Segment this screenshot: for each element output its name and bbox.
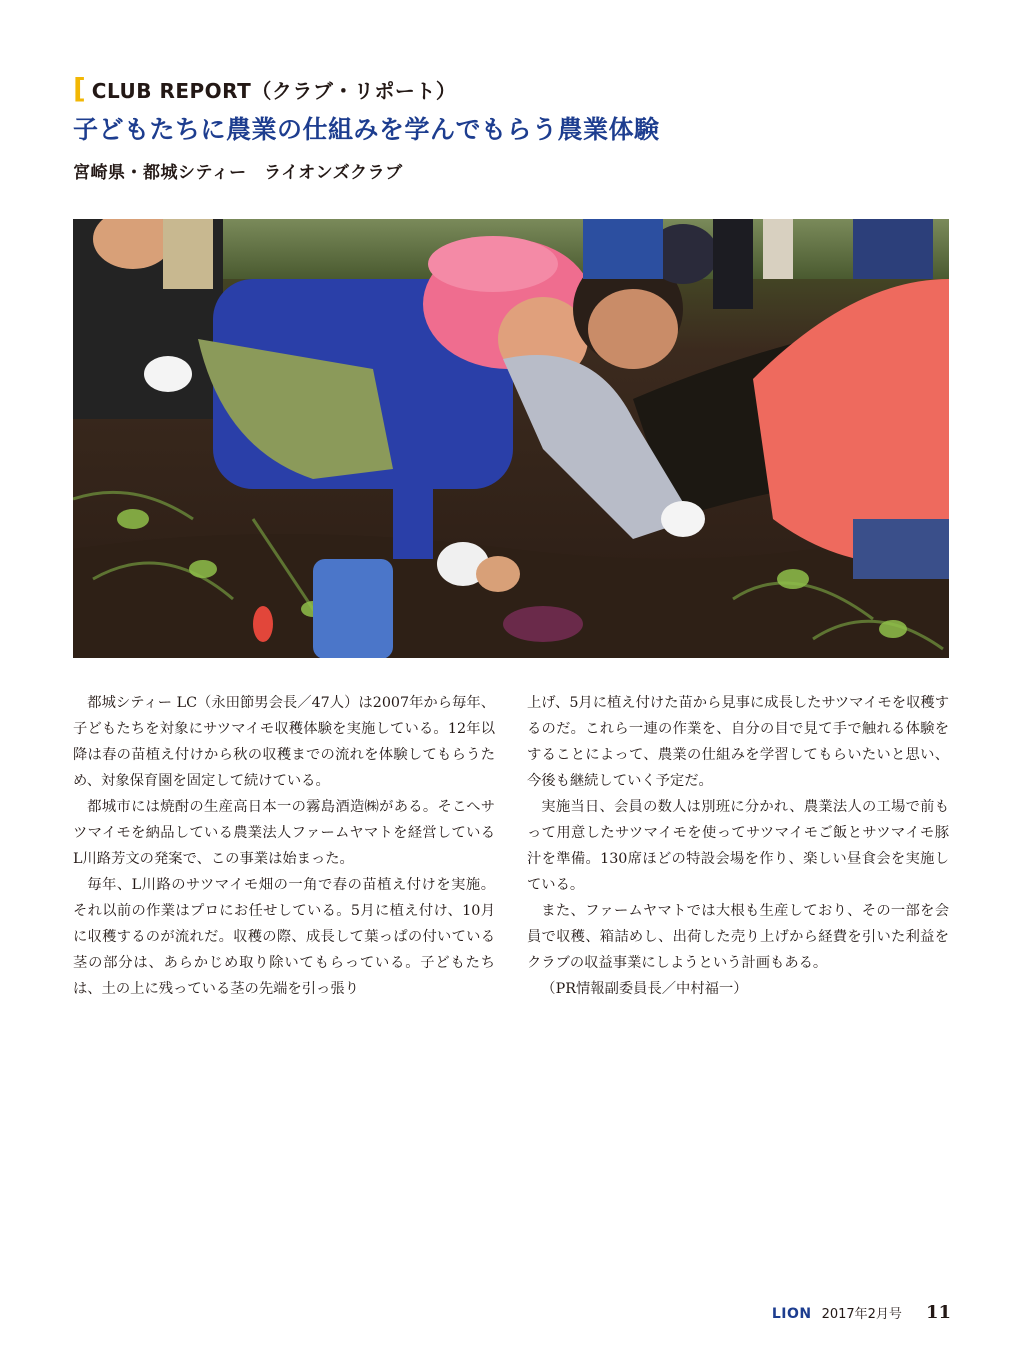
club-name: 宮崎県・都城シティー ライオンズクラブ <box>73 163 403 183</box>
byline: （PR情報副委員長／中村福一） <box>541 981 748 997</box>
kicker-bracket: [ <box>73 72 86 105</box>
page-footer <box>772 1302 951 1326</box>
paragraph-continuation: 上げ、5月に植え付けた苗から見事に成長したサツマイモを収穫するのだ。これら一連の作業を、自分の目で見て手で触れる体験をすることによって、農業の仕組みを学習してもらいたいと思い、今後も継続していく予定だ。 <box>527 695 949 789</box>
article-column-left <box>73 690 495 1002</box>
paragraph: また、ファームヤマトでは大根も生産しており、その一部を会員で収穫、箱詰めし、出荷した売り上げから経費を引いた利益をクラブの収益事業にしようという計画もある。 <box>527 903 949 971</box>
article-title: 子どもたちに農業の仕組みを学んでもらう農業体験 <box>73 115 660 144</box>
paragraph: 毎年、L川路のサツマイモ畑の一角で春の苗植え付けを実施。それ以前の作業はプロにお任せしている。5月に植え付け、10月に収穫するのが流れだ。収穫の際、成長して葉っぱの付いている茎の部分は、あらかじめ取り除いてもらっている。子どもたちは、土の上に残っている茎の先端を引っ張り <box>73 877 495 997</box>
section-kicker <box>73 72 457 105</box>
magazine-name: LION <box>771 1306 812 1322</box>
article-column-right <box>527 690 949 1002</box>
issue-date: 2017年2月号 <box>821 1307 902 1322</box>
paragraph: 都城市には焼酎の生産高日本一の霧島酒造㈱がある。そこへサツマイモを納品している農業法人ファームヤマトを経営しているL川路芳文の発案で、この事業は始まった。 <box>73 799 495 867</box>
page-number: 11 <box>925 1302 951 1323</box>
article-photo <box>73 219 949 658</box>
harvest-photo-illustration <box>73 219 949 658</box>
paragraph: 実施当日、会員の数人は別班に分かれ、農業法人の工場で前もって用意したサツマイモを使ってサツマイモご飯とサツマイモ豚汁を準備。130席ほどの特設会場を作り、楽しい昼食会を実施している。 <box>527 799 949 893</box>
paragraph: 都城シティー LC（永田節男会長／47人）は2007年から毎年、子どもたちを対象にサツマイモ収穫体験を実施している。12年以降は春の苗植え付けから秋の収穫までの流れを体験してもらうため、対象保育園を固定して続けている。 <box>73 695 495 789</box>
kicker-label: CLUB REPORT（クラブ・リポート） <box>91 78 457 103</box>
